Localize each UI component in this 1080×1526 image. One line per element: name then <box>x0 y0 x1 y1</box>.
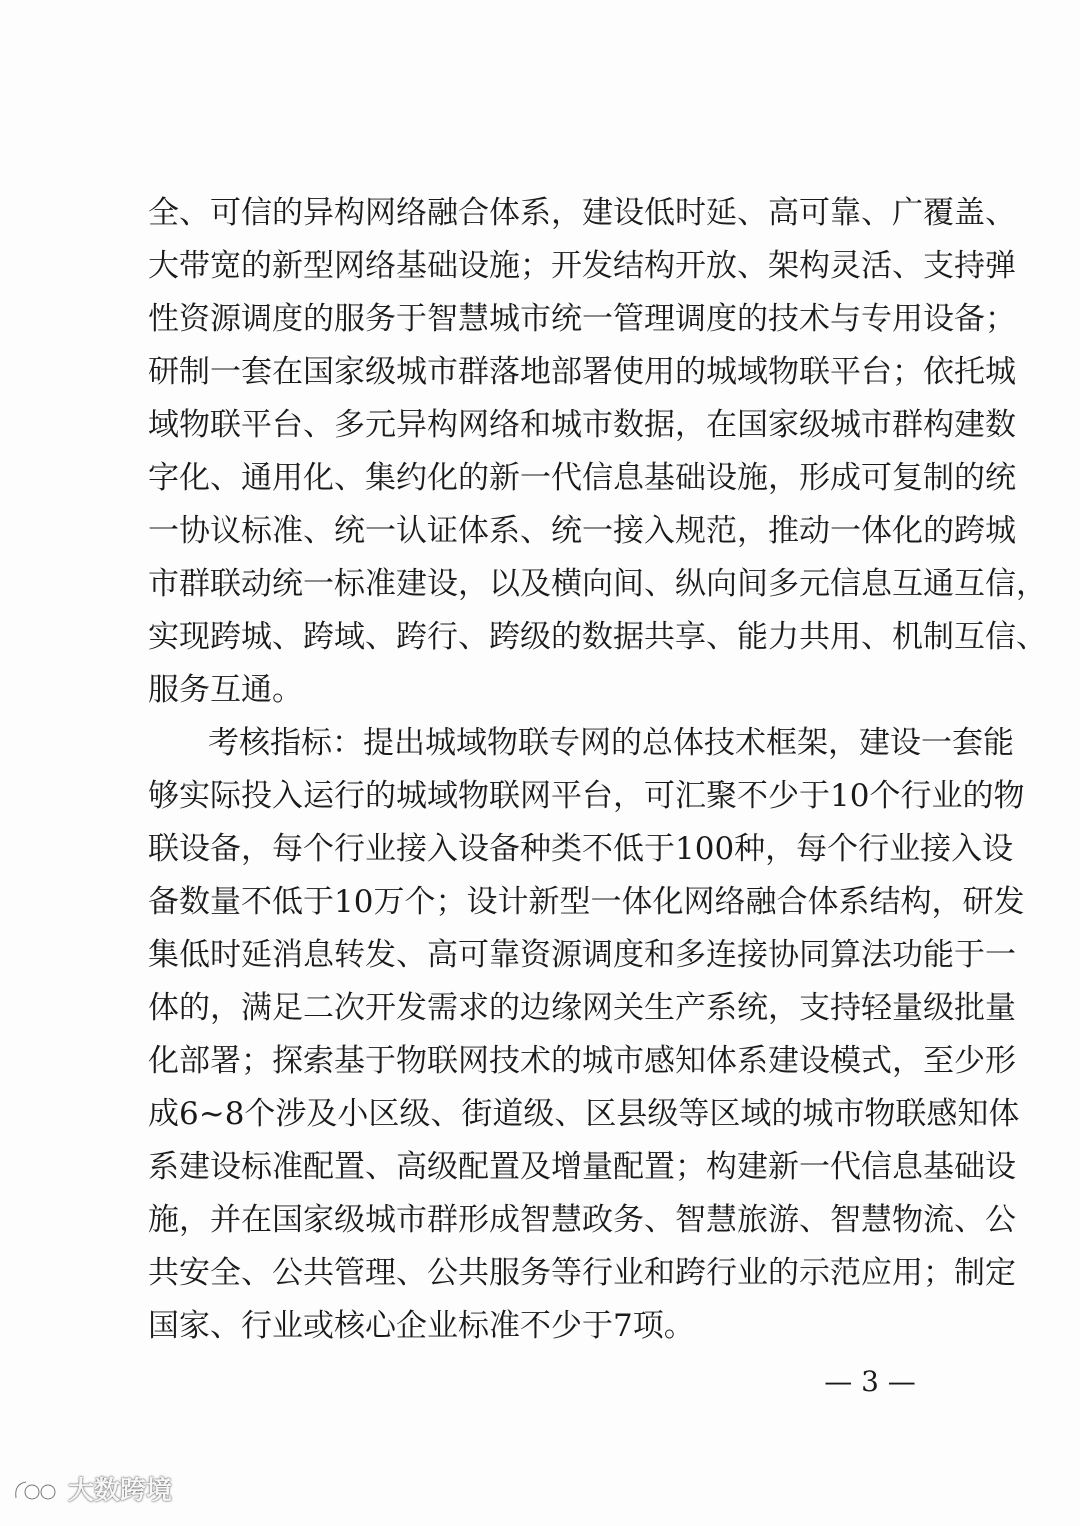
text-line: 施，并在国家级城市群形成智慧政务、智慧旅游、智慧物流、公 <box>148 1202 1016 1238</box>
text-line: 大带宽的新型网络基础设施；开发结构开放、架构灵活、支持弹 <box>148 248 1016 284</box>
text-line: 考核指标：提出城域物联专网的总体技术框架，建设一套能 <box>208 725 1014 761</box>
text-line: 够实际投入运行的城域物联网平台，可汇聚不少于10个行业的物 <box>148 778 1025 814</box>
watermark <box>10 1473 172 1509</box>
text-line: 系建设标准配置、高级配置及增量配置；构建新一代信息基础设 <box>148 1149 1016 1185</box>
text-line: 研制一套在国家级城市群落地部署使用的城域物联平台；依托城 <box>148 354 1016 390</box>
text-line: 域物联平台、多元异构网络和城市数据，在国家级城市群构建数 <box>148 407 1016 443</box>
text-line: 性资源调度的服务于智慧城市统一管理调度的技术与专用设备； <box>148 301 1016 337</box>
text-line: 共安全、公共管理、公共服务等行业和跨行业的示范应用；制定 <box>148 1255 1016 1291</box>
text-line: 国家、行业或核心企业标准不少于7项。 <box>148 1308 695 1344</box>
text-line: 服务互通。 <box>148 672 303 708</box>
text-line: 体的，满足二次开发需求的边缘网关生产系统，支持轻量级批量 <box>148 990 1016 1026</box>
text-line: 一协议标准、统一认证体系、统一接入规范，推动一体化的跨城 <box>148 513 1016 549</box>
text-line: 成6~8个涉及小区级、街道级、区县级等区域的城市物联感知体 <box>148 1096 1020 1132</box>
brand-logo-icon <box>10 1476 62 1506</box>
text-line: 联设备，每个行业接入设备种类不低于100种，每个行业接入设 <box>148 831 1014 867</box>
watermark-text: 大数跨境 <box>68 1476 173 1506</box>
text-line: 备数量不低于10万个；设计新型一体化网络融合体系结构，研发 <box>148 884 1025 920</box>
page-number: — 3 — <box>824 1365 916 1398</box>
text-line: 集低时延消息转发、高可靠资源调度和多连接协同算法功能于一 <box>148 937 1016 973</box>
text-line: 化部署；探索基于物联网技术的城市感知体系建设模式，至少形 <box>148 1043 1016 1079</box>
text-line: 市群联动统一标准建设，以及横向间、纵向间多元信息互通互信， <box>148 566 1047 602</box>
text-line: 全、可信的异构网络融合体系，建设低时延、高可靠、广覆盖、 <box>148 195 1016 231</box>
text-line: 实现跨城、跨域、跨行、跨级的数据共享、能力共用、机制互信、 <box>148 619 1047 655</box>
text-line: 字化、通用化、集约化的新一代信息基础设施，形成可复制的统 <box>148 460 1016 496</box>
